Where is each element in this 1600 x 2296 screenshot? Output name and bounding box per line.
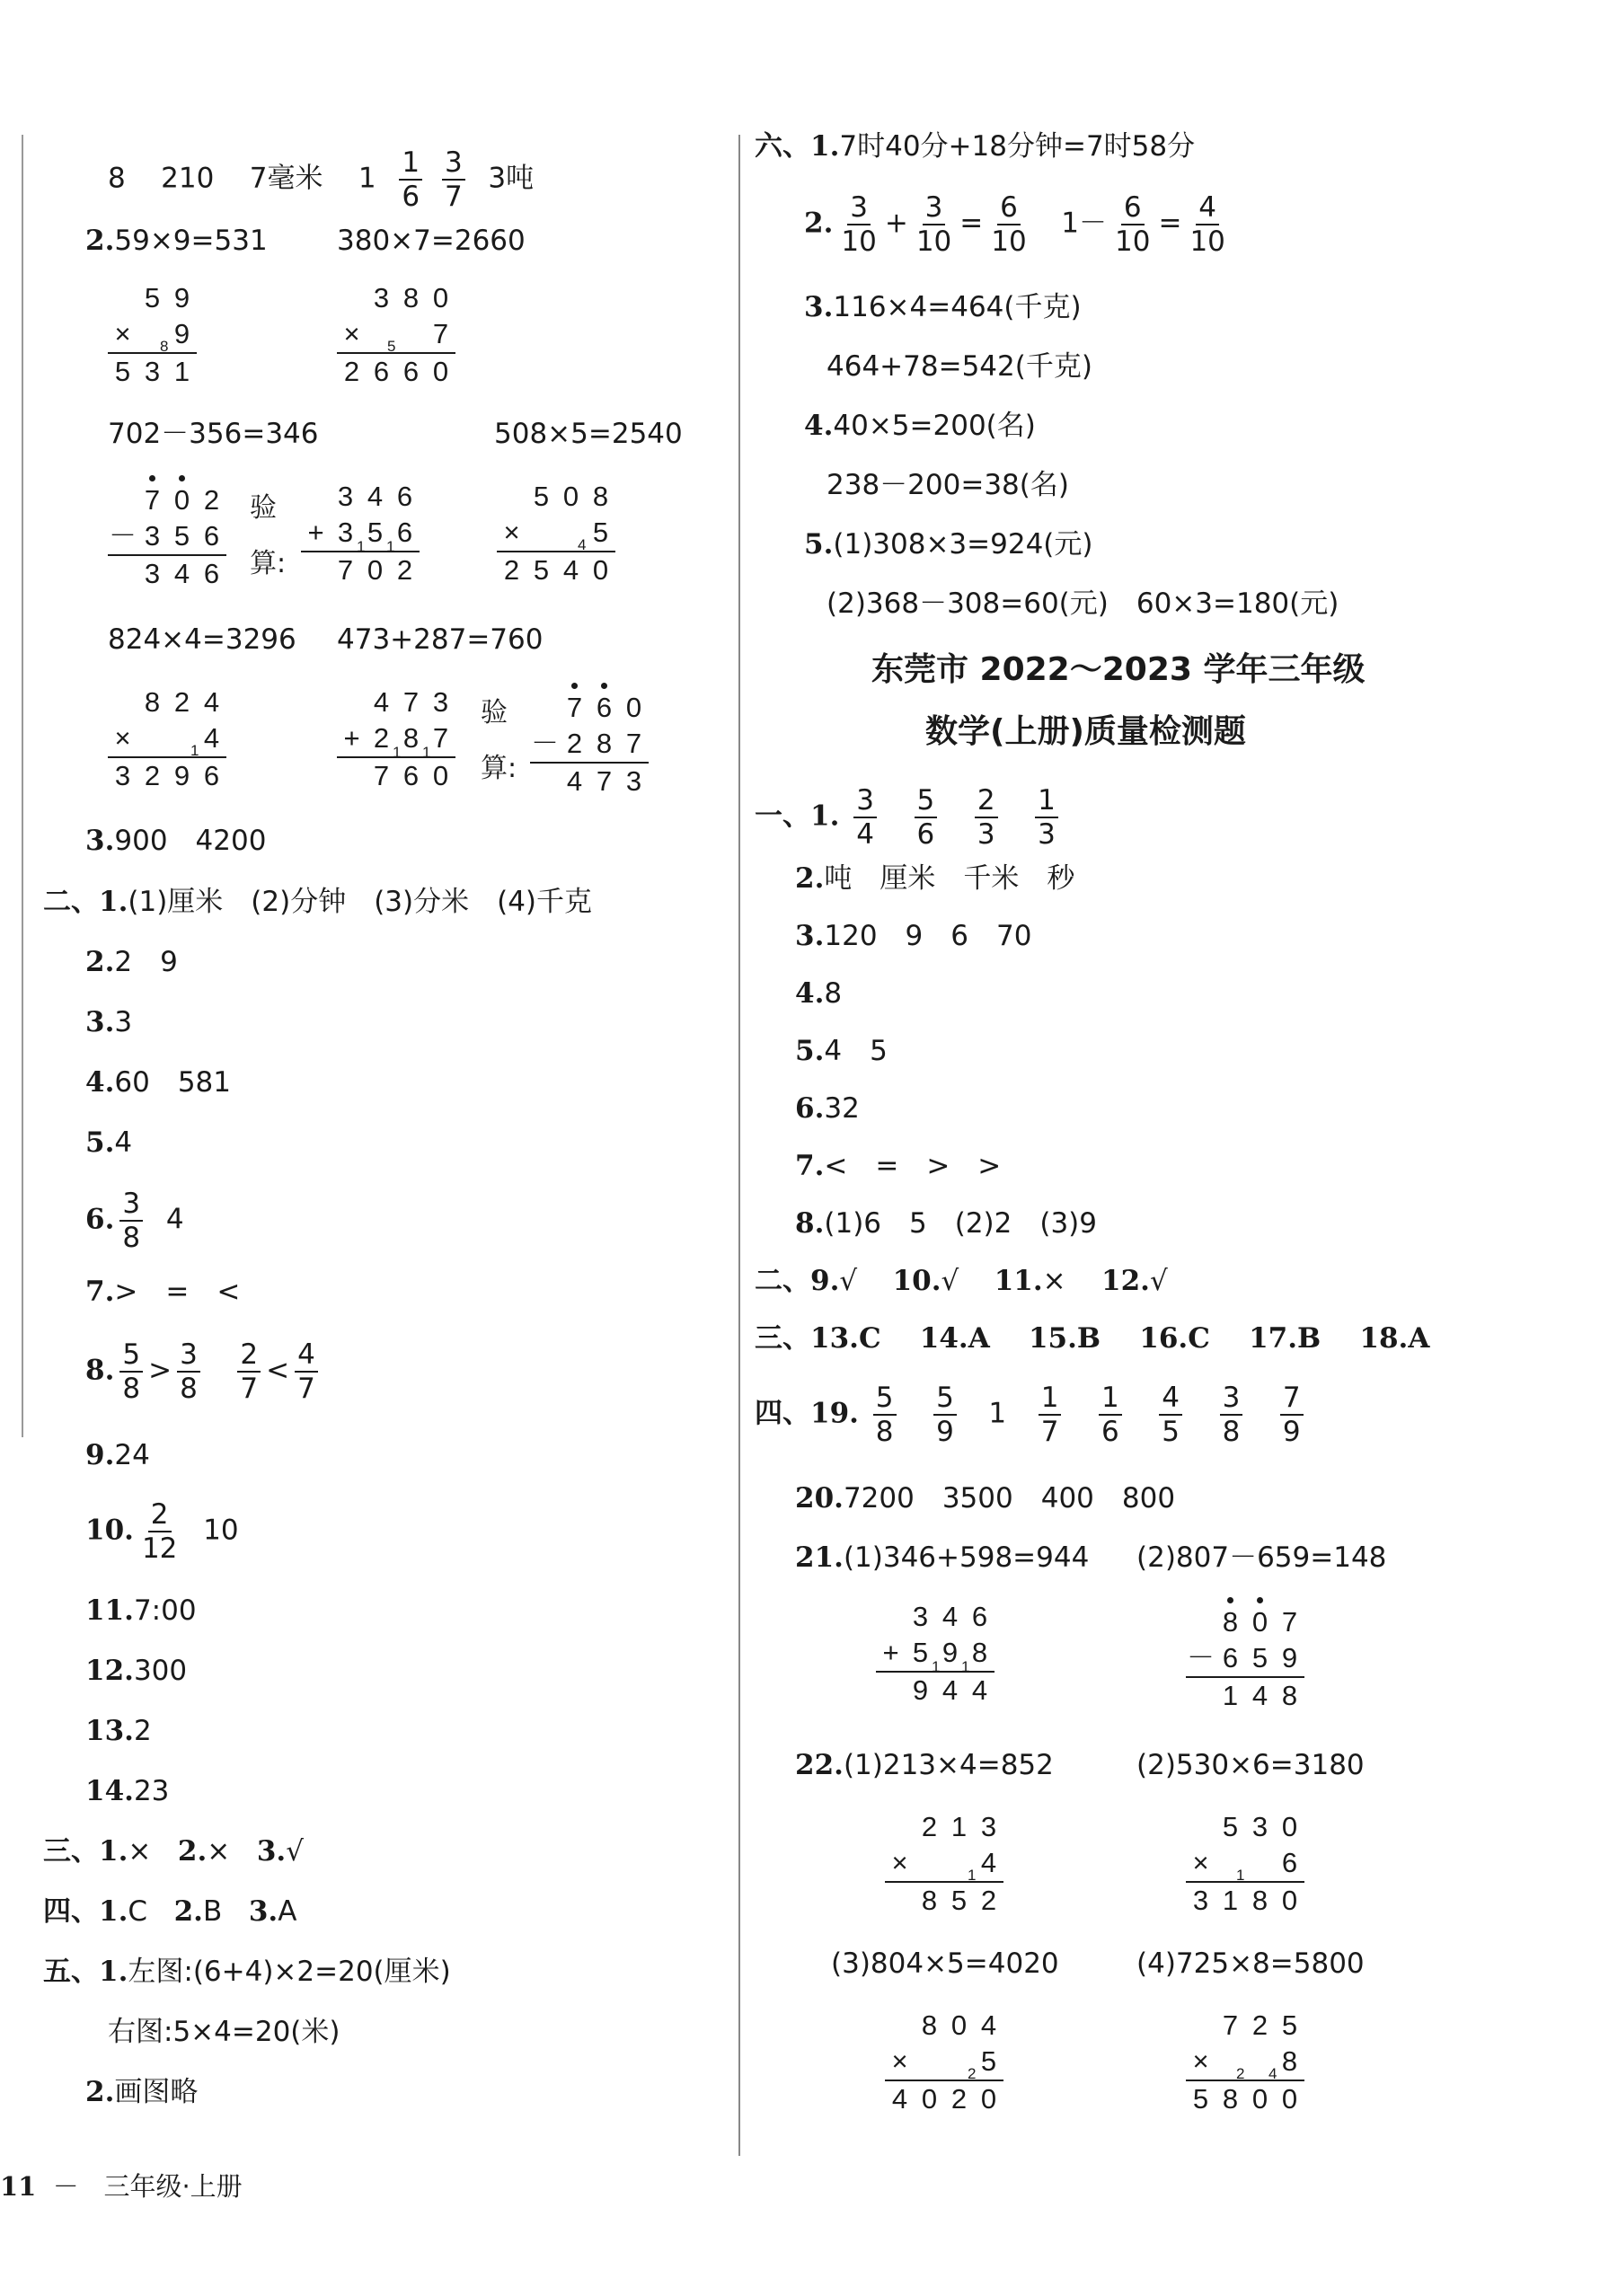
item: 7.< = > > [795, 1150, 1002, 1182]
vertical-calc-380x7: 3 8 0 × 7 5 2 6 6 0 [337, 280, 455, 390]
item: 2. $\frac{3}{10}$ + $\frac{3}{10}$ = $\frac{6}{10}$ 1－ $\frac{6}{10}$ = $\frac{4}{10}$ [804, 191, 1225, 258]
column-divider [738, 135, 740, 2156]
item: 3.3 [85, 1006, 133, 1038]
item: 238－200=38(名) [827, 469, 1069, 501]
item: 3.116×4=464(千克) [804, 291, 1082, 323]
fraction: $\frac{1}{6}$ [399, 146, 422, 213]
vertical-calc-804x5: 8 0 4 × 5 2 4 0 2 0 [885, 2008, 1003, 2117]
item: 20.7200 3500 400 800 [795, 1482, 1176, 1514]
answer-line-1: 8 210 7毫米 1 $\frac{1}{6}$ $\frac{3}{7}$ 3吨 [108, 146, 535, 213]
section-2: 二、1.(1)厘米 (2)分钟 (3)分米 (4)千克 [43, 886, 593, 918]
item: (2)368－308=60(元) 60×3=180(元) [827, 587, 1339, 620]
item: 8. $\frac{5}{8}$ > $\frac{3}{8}$ $\frac{2}{7}$ < $\frac{4}{7}$ [85, 1338, 323, 1405]
equation: 824×4=3296 [108, 623, 296, 656]
item: 5.4 5 [795, 1035, 888, 1067]
item: 4.60 581 [85, 1066, 231, 1099]
right-column [755, 0, 1563, 2174]
item: 11.7:00 [85, 1594, 197, 1627]
item: 2.2 9 [85, 946, 178, 978]
vertical-calc-760-287: 7 6 0 － 2 8 7 4 7 3 [530, 690, 649, 799]
exam-title: 东莞市 2022～2023 学年三年级 [871, 651, 1366, 688]
verify-label: 算: [250, 548, 287, 579]
item: 14.23 [85, 1775, 170, 1807]
section-4: 四、1.C 2.B 3.A [43, 1895, 297, 1928]
item: 6.32 [795, 1092, 860, 1125]
left-column [0, 0, 737, 2174]
vertical-calc-824x4: 8 2 4 × 4 1 3 2 9 6 [108, 684, 226, 794]
item: 2.画图略 [85, 2076, 199, 2108]
page-footer: 11 － 三年级·上册 [0, 2171, 243, 2202]
item: (4)725×8=5800 [1136, 1947, 1365, 1980]
verify-label: 验 [481, 697, 508, 729]
item: 5.(1)308×3=924(元) [804, 528, 1093, 561]
section-3: 三、1.× 2.× 3.√ [43, 1835, 304, 1868]
fraction: $\frac{3}{7}$ [442, 146, 465, 213]
vertical-calc-346+356: 3 4 6 + 3 5 6 1 1 7 0 2 [301, 479, 420, 588]
vertical-calc-508x5: 5 0 8 × 5 4 2 5 4 0 [497, 479, 615, 588]
item: 464+78=542(千克) [827, 350, 1092, 383]
exam-subtitle: 数学(上册)质量检测题 [925, 713, 1246, 750]
question-2: 2.59×9=531 [85, 225, 268, 257]
item: 4.40×5=200(名) [804, 410, 1036, 442]
vertical-calc-702-356: 7 0 2 － 3 5 6 3 4 6 [108, 482, 226, 592]
equation: 508×5=2540 [494, 418, 683, 450]
item: (3)804×5=4020 [831, 1947, 1059, 1980]
item: 4.8 [795, 977, 843, 1010]
verify-label: 算: [481, 753, 517, 784]
vertical-calc-59x9: 5 9 × 9 8 5 3 1 [108, 280, 197, 390]
vertical-calc-807-659: 8 0 7 － 6 5 9 1 4 8 [1186, 1604, 1304, 1714]
item: 8.(1)6 5 (2)2 (3)9 [795, 1207, 1098, 1240]
section-4-answers: 四、19. $\frac{5}{8}$ $\frac{5}{9}$ 1 $\frac{1}{7}$ $\frac{1}{6}$ $\frac{4}{5}$ $\frac{3}{8}$ $\frac{7}{9}$ [755, 1382, 1309, 1448]
question-3: 3.900 4200 [85, 825, 267, 857]
item: 7.> = < [85, 1276, 241, 1308]
equation: 473+287=760 [337, 623, 544, 656]
vertical-calc-346+598: 3 4 6 + 5 9 8 1 1 9 4 4 [876, 1599, 994, 1709]
item: 5.4 [85, 1126, 133, 1159]
section-2-answers: 二、9.√ 10.√ 11.× 12.√ [755, 1265, 1168, 1297]
item: 右图:5×4=20(米) [108, 2016, 340, 2048]
page-number: 11 [0, 2171, 37, 2202]
section-3-answers: 三、13.C 14.A 15.B 16.C 17.B 18.A [755, 1322, 1430, 1355]
item: 13.2 [85, 1715, 152, 1747]
item: (2)530×6=3180 [1136, 1749, 1365, 1781]
equation: 702－356=346 [108, 418, 319, 450]
item: 6. $\frac{3}{8}$ 4 [85, 1188, 184, 1254]
vertical-calc-725x8: 7 2 5 × 8 2 4 5 8 0 0 [1186, 2008, 1304, 2117]
item: 21.(1)346+598=944 [795, 1541, 1090, 1574]
item: 9.24 [85, 1439, 150, 1471]
vertical-calc-213x4: 2 1 3 × 4 1 8 5 2 [885, 1809, 1003, 1919]
item: 10. $\frac{2}{12}$ 10 [85, 1498, 239, 1565]
item: 2.吨 厘米 千米 秒 [795, 862, 1075, 895]
item: 22.(1)213×4=852 [795, 1749, 1054, 1781]
section-6: 六、1.7时40分+18分钟=7时58分 [755, 130, 1196, 163]
vertical-calc-473+287: 4 7 3 + 2 8 7 1 1 7 6 0 [337, 684, 455, 794]
item: 12.300 [85, 1655, 188, 1687]
section-1: 一、1. $\frac{3}{4}$ $\frac{5}{6}$ $\frac{2}{3}$ $\frac{1}{3}$ [755, 784, 1064, 851]
item: 3.120 9 6 70 [795, 920, 1032, 952]
grade-label: 三年级·上册 [103, 2171, 243, 2202]
equation: 380×7=2660 [337, 225, 526, 257]
vertical-calc-530x6: 5 3 0 × 6 1 3 1 8 0 [1186, 1809, 1304, 1919]
verify-label: 验 [250, 492, 277, 524]
item: (2)807－659=148 [1136, 1541, 1387, 1574]
section-5: 五、1.左图:(6+4)×2=20(厘米) [43, 1956, 451, 1988]
